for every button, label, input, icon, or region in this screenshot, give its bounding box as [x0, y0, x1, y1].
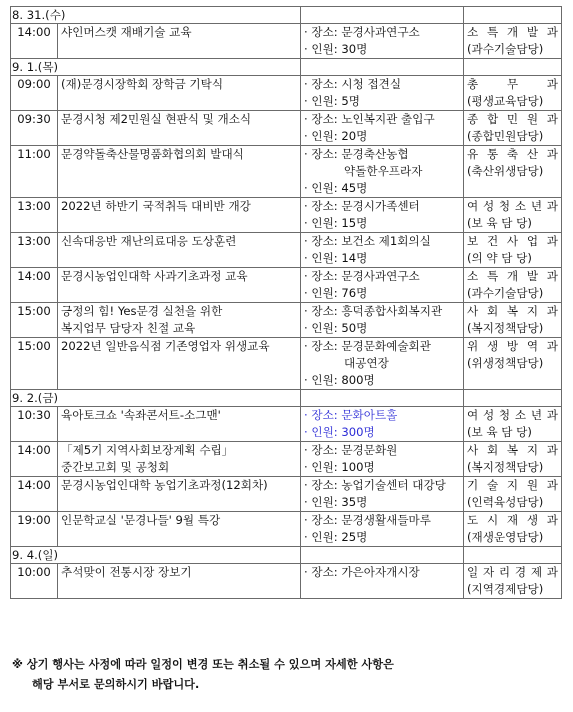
event-title — [58, 198, 301, 233]
department-name: 소 특 개 발 과 — [467, 269, 558, 283]
department-team: (과수기술담당) — [467, 286, 544, 300]
event-location-line: · 인원: 100명 — [304, 460, 375, 474]
event-location — [301, 111, 464, 146]
event-title — [58, 442, 301, 477]
date-row-blank-loc — [301, 7, 464, 24]
event-row — [11, 303, 562, 338]
event-location — [301, 512, 464, 547]
event-location-line: · 장소: 흥덕종합사회복지관 — [304, 304, 443, 318]
event-time: 13:00 — [11, 233, 58, 268]
schedule-table — [10, 6, 562, 599]
department-name: 기 술 지 원 과 — [467, 478, 558, 492]
event-department — [464, 146, 562, 198]
event-location-line: · 인원: 25명 — [304, 530, 368, 544]
event-location-line: · 인원: 14명 — [304, 251, 368, 265]
event-title-line: 문경시청 제2민원실 현판식 및 개소식 — [61, 112, 252, 126]
event-time: 10:30 — [11, 407, 58, 442]
event-location-line: · 장소: 문경문화원 — [304, 443, 398, 457]
event-location-line: · 장소: 보건소 제1회의실 — [304, 234, 431, 248]
event-location — [301, 338, 464, 390]
date-row-blank-loc — [301, 390, 464, 407]
event-row — [11, 407, 562, 442]
event-title — [58, 303, 301, 338]
date-label: 9. 2.(금) — [11, 390, 301, 407]
department-name: 여 성 청 소 년 과 — [467, 408, 558, 422]
event-location-line: · 장소: 문경사과연구소 — [304, 25, 420, 39]
event-location — [301, 24, 464, 59]
department-name: 사 회 복 지 과 — [467, 443, 558, 457]
date-row-blank-dept — [464, 547, 562, 564]
event-location-line: · 장소: 노인복지관 출입구 — [304, 112, 435, 126]
event-time: 14:00 — [11, 24, 58, 59]
event-location-line: · 장소: 문경생활새들마루 — [304, 513, 431, 527]
footnote — [12, 655, 567, 695]
event-title — [58, 477, 301, 512]
event-department — [464, 477, 562, 512]
event-location-line: · 인원: 50명 — [304, 321, 368, 335]
event-department — [464, 76, 562, 111]
date-row — [11, 547, 562, 564]
event-location-line: · 장소: 문경축산농협 — [304, 147, 409, 161]
event-time: 10:00 — [11, 564, 58, 599]
department-team: (축산위생담당) — [467, 164, 544, 178]
event-title — [58, 268, 301, 303]
date-label: 8. 31.(수) — [11, 7, 301, 24]
event-row — [11, 76, 562, 111]
date-label: 9. 1.(목) — [11, 59, 301, 76]
event-location-line: · 장소: 문화아트홀 — [304, 408, 398, 422]
event-row — [11, 442, 562, 477]
department-team: (보 육 담 당) — [467, 216, 532, 230]
event-location — [301, 303, 464, 338]
event-department — [464, 303, 562, 338]
event-time: 14:00 — [11, 477, 58, 512]
event-title-line: 문경시농업인대학 사과기초과정 교육 — [61, 269, 248, 283]
event-row — [11, 198, 562, 233]
event-row — [11, 338, 562, 390]
event-location-line: 약돌한우프라자 — [344, 164, 423, 178]
department-name: 도 시 재 생 과 — [467, 513, 558, 527]
schedule-body — [11, 7, 562, 599]
event-row — [11, 111, 562, 146]
event-time: 09:00 — [11, 76, 58, 111]
department-team: (위생정책담당) — [467, 356, 544, 370]
event-location-line: · 인원: 76명 — [304, 286, 368, 300]
event-row — [11, 24, 562, 59]
event-title — [58, 564, 301, 599]
event-time: 13:00 — [11, 198, 58, 233]
event-title — [58, 24, 301, 59]
event-location-line: · 장소: 시청 접견실 — [304, 77, 402, 91]
event-title-line: 추석맞이 전통시장 장보기 — [61, 565, 192, 579]
footnote-line-1: ※ 상기 행사는 사정에 따라 일정이 변경 또는 취소될 수 있으며 자세한 사항은 — [12, 658, 394, 671]
department-team: (의 약 담 당) — [467, 251, 532, 265]
event-time: 15:00 — [11, 338, 58, 390]
event-department — [464, 111, 562, 146]
event-time: 14:00 — [11, 442, 58, 477]
department-team: (평생교육담당) — [467, 94, 544, 108]
date-row-blank-dept — [464, 59, 562, 76]
event-title-line: 문경약돌축산물명품화협의회 발대식 — [61, 147, 244, 161]
event-row — [11, 268, 562, 303]
event-title-line: 신속대응반 재난의료대응 도상훈련 — [61, 234, 237, 248]
date-label: 9. 4.(일) — [11, 547, 301, 564]
event-time: 14:00 — [11, 268, 58, 303]
department-team: (재생운영담당) — [467, 530, 544, 544]
event-time: 15:00 — [11, 303, 58, 338]
event-location-line: 대공연장 — [344, 356, 389, 370]
event-location — [301, 477, 464, 512]
event-time: 11:00 — [11, 146, 58, 198]
event-title-line: 중간보고회 및 공청회 — [61, 460, 170, 474]
event-department — [464, 233, 562, 268]
footnote-line-2: 해당 부서로 문의하시기 바랍니다. — [32, 678, 200, 691]
event-title — [58, 146, 301, 198]
department-name: 유 통 축 산 과 — [467, 147, 558, 161]
event-row — [11, 512, 562, 547]
event-location-line: · 인원: 300명 — [304, 425, 375, 439]
department-team: (복지정책담당) — [467, 460, 544, 474]
department-name: 사 회 복 지 과 — [467, 304, 558, 318]
department-name: 종 합 민 원 과 — [467, 112, 558, 126]
event-location-line: · 장소: 문경사과연구소 — [304, 269, 420, 283]
event-time: 19:00 — [11, 512, 58, 547]
department-team: (종합민원담당) — [467, 129, 544, 143]
event-title-line: 긍정의 힘! Yes문경 실천을 위한 — [61, 304, 223, 318]
event-title-line: 문경시농업인대학 농업기초과정(12회차) — [61, 478, 268, 492]
event-location — [301, 76, 464, 111]
event-title-line: 샤인머스캣 재배기술 교육 — [61, 25, 192, 39]
event-location — [301, 146, 464, 198]
department-name: 여 성 청 소 년 과 — [467, 199, 558, 213]
date-row-blank-dept — [464, 390, 562, 407]
event-title — [58, 407, 301, 442]
event-title — [58, 233, 301, 268]
event-row — [11, 477, 562, 512]
event-title-line: 인문학교실 '문경나들' 9월 특강 — [61, 513, 221, 527]
department-team: (복지정책담당) — [467, 321, 544, 335]
event-location — [301, 268, 464, 303]
event-location — [301, 198, 464, 233]
event-title — [58, 111, 301, 146]
department-name: 위 생 방 역 과 — [467, 339, 558, 353]
department-team: (인력육성담당) — [467, 495, 544, 509]
event-location-line: · 인원: 5명 — [304, 94, 360, 108]
event-title-line: (재)문경시장학회 장학금 기탁식 — [61, 77, 224, 91]
event-row — [11, 146, 562, 198]
event-row — [11, 564, 562, 599]
event-title-line: 2022년 하반기 국적취득 대비반 개강 — [61, 199, 251, 213]
event-location — [301, 564, 464, 599]
event-title-line: 2022년 일반음식점 기존영업자 위생교육 — [61, 339, 270, 353]
event-location-line: · 인원: 45명 — [304, 181, 368, 195]
event-title-line: 육아토크쇼 '속좌콘서트-소그맨' — [61, 408, 221, 422]
event-department — [464, 268, 562, 303]
event-time: 09:30 — [11, 111, 58, 146]
event-location — [301, 233, 464, 268]
event-department — [464, 407, 562, 442]
event-location-line: · 인원: 800명 — [304, 373, 375, 387]
date-row — [11, 59, 562, 76]
date-row-blank-loc — [301, 547, 464, 564]
event-location-line: · 인원: 35명 — [304, 495, 368, 509]
department-name: 일 자 리 경 제 과 — [467, 565, 558, 579]
event-department — [464, 512, 562, 547]
department-name: 보 건 사 업 과 — [467, 234, 558, 248]
event-department — [464, 338, 562, 390]
event-location-line: · 인원: 15명 — [304, 216, 368, 230]
date-row — [11, 390, 562, 407]
event-title-line: 복지업무 담당자 친절 교육 — [61, 321, 196, 335]
event-title-line: 「제5기 지역사회보장계획 수립」 — [61, 443, 234, 457]
department-team: (지역경제담당) — [467, 582, 544, 596]
event-location-line: · 인원: 30명 — [304, 42, 368, 56]
event-title — [58, 338, 301, 390]
event-department — [464, 198, 562, 233]
event-location — [301, 442, 464, 477]
event-location-line: · 장소: 문경문화예술회관 — [304, 339, 431, 353]
event-location-line: · 인원: 20명 — [304, 129, 368, 143]
event-title — [58, 512, 301, 547]
department-team: (보 육 담 당) — [467, 425, 532, 439]
department-name: 소 특 개 발 과 — [467, 25, 558, 39]
department-team: (과수기술담당) — [467, 42, 544, 56]
event-location-line: · 장소: 가은아자개시장 — [304, 565, 420, 579]
event-title — [58, 76, 301, 111]
event-department — [464, 24, 562, 59]
event-location-line: · 장소: 농업기술센터 대강당 — [304, 478, 446, 492]
date-row-blank-loc — [301, 59, 464, 76]
department-name: 총 무 과 — [467, 77, 558, 91]
event-location — [301, 407, 464, 442]
event-department — [464, 442, 562, 477]
event-department — [464, 564, 562, 599]
date-row — [11, 7, 562, 24]
event-row — [11, 233, 562, 268]
event-location-line: · 장소: 문경시가족센터 — [304, 199, 420, 213]
date-row-blank-dept — [464, 7, 562, 24]
